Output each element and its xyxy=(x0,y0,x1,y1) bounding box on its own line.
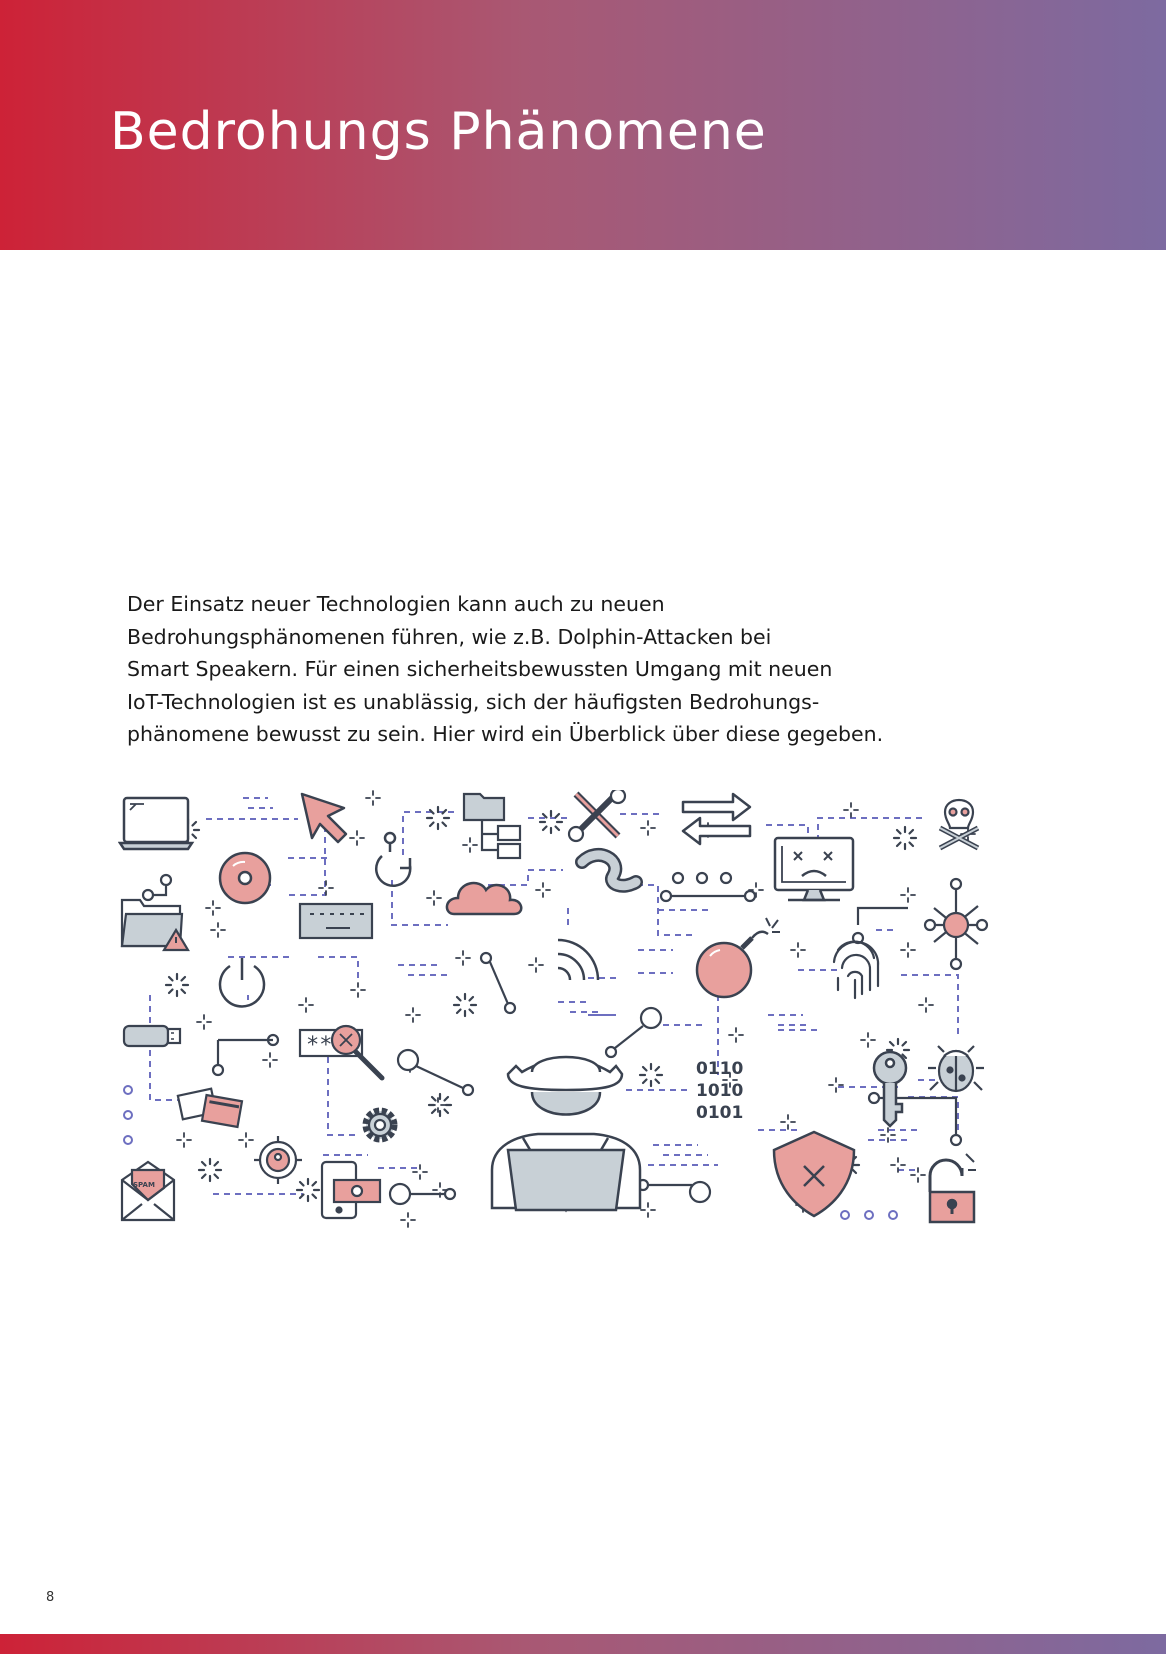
fingerprint-icon xyxy=(834,942,878,998)
cursor-icon xyxy=(302,794,346,842)
binary-line: 0110 xyxy=(696,1059,744,1079)
bug-icon xyxy=(928,1046,984,1091)
binary-line: 1010 xyxy=(696,1081,744,1101)
intro-line: Bedrohungsphänomenen führen, wie z.B. Dolphin-Attacken bei xyxy=(127,624,772,649)
usb-icon xyxy=(124,1026,180,1046)
target-icon xyxy=(254,1136,302,1184)
password-search-icon xyxy=(300,1026,382,1078)
arrows-icon xyxy=(683,794,750,844)
bomb-icon xyxy=(697,918,780,997)
cloud-icon xyxy=(447,883,521,914)
gear-icon xyxy=(366,1111,394,1139)
keyboard-icon xyxy=(300,904,372,938)
threat-illustration xyxy=(118,790,1038,1300)
binary-line: 0101 xyxy=(696,1103,744,1123)
hacker-icon xyxy=(492,1057,640,1210)
credit-cards-icon xyxy=(178,1089,242,1127)
password-text: ** xyxy=(306,1033,333,1058)
disc-icon xyxy=(220,853,270,903)
footer-bar xyxy=(0,1634,1166,1654)
intro-line: Der Einsatz neuer Technologien kann auch zu neuen xyxy=(127,592,665,616)
padlock-icon xyxy=(930,1154,976,1222)
intro-paragraph xyxy=(127,588,987,751)
tools-icon xyxy=(569,790,625,841)
wifi-icon xyxy=(558,940,598,980)
worm-icon xyxy=(582,855,636,886)
page-number: 8 xyxy=(46,1590,55,1605)
page-title: Bedrohungs Phänomene xyxy=(110,102,767,162)
power-icon xyxy=(220,958,264,1006)
header-banner xyxy=(0,0,1166,250)
shield-x-icon xyxy=(774,1132,854,1216)
intro-line: phänomene bewusst zu sein. Hier wird ein Überblick über diese gegeben. xyxy=(127,722,884,746)
intro-line: Smart Speakern. Für einen sicherheitsbewussten Umgang mit neuen xyxy=(127,657,833,681)
refresh-icon xyxy=(376,833,410,886)
warning-folder-icon xyxy=(122,900,188,950)
spam-mail-icon xyxy=(122,1162,174,1220)
folder-tree-icon xyxy=(464,794,520,858)
broken-monitor-icon xyxy=(775,838,853,900)
skull-icon xyxy=(940,800,978,848)
laptop-icon xyxy=(120,798,192,849)
intro-line: IoT-Technologien ist es unablässig, sich der häufigsten Bedrohungs- xyxy=(127,689,820,714)
phone-money-icon xyxy=(322,1162,380,1218)
spam-label: SPAM xyxy=(133,1181,155,1189)
binary-text xyxy=(696,1059,743,1123)
key-icon xyxy=(874,1052,906,1126)
virus-icon xyxy=(925,879,987,969)
